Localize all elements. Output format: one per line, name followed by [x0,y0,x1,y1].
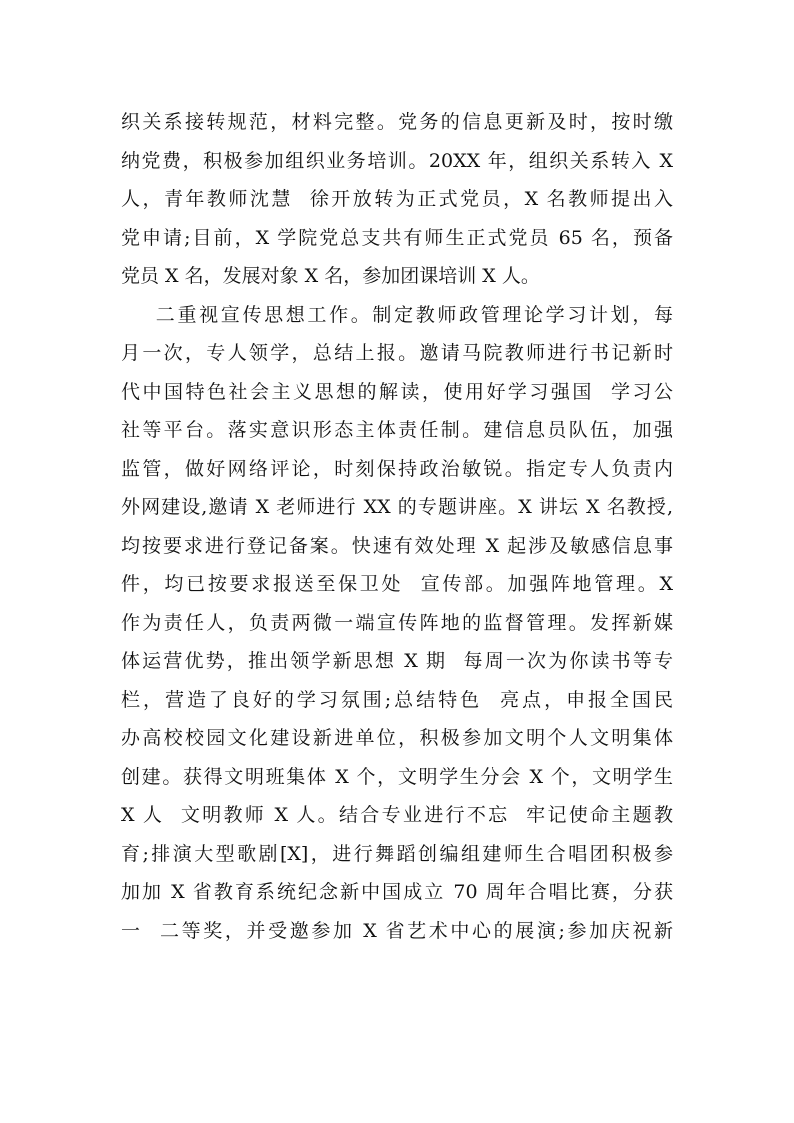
text-line: 监管，做好网络评论，时刻保持政治敏锐。指定专人负责内 [121,457,673,480]
text-line: 栏，营造了良好的学习氛围;总结特色 亮点，申报全国民 [121,688,673,711]
text-line: 体运营优势，推出领学新思想 X 期 每周一次为你读书等专 [121,650,673,672]
paragraph-start-line: 二重视宣传思想工作。制定教师政管理论学习计划，每 [121,303,673,326]
text-line: 办高校校园文化建设新进单位，积极参加文明个人文明集体 [121,727,673,749]
text-line: 人，青年教师沈慧 徐开放转为正式党员，X 名教师提出入 [121,188,673,210]
text-line: 社等平台。落实意识形态主体责任制。建信息员队伍，加强 [121,419,673,441]
text-line: 一 二等奖，并受邀参加 X 省艺术中心的展演;参加庆祝新 [121,919,673,942]
text-line: 织关系接转规范，材料完整。党务的信息更新及时，按时缴 [121,111,673,133]
text-line: 纳党费，积极参加组织业务培训。20XX 年，组织关系转入 X [121,149,673,172]
text-line: 均按要求进行登记备案。快速有效处理 X 起涉及敏感信息事 [121,534,673,557]
text-line: 育;排演大型歌剧[X]，进行舞蹈创编组建师生合唱团积极参 [121,842,673,865]
text-line: 件，均已按要求报送至保卫处 宣传部。加强阵地管理。X [121,573,673,595]
body-text [121,103,673,950]
text-line: 创建。获得文明班集体 X 个，文明学生分会 X 个，文明学生 [121,765,673,788]
text-line: 代中国特色社会主义思想的解读，使用好学习强国 学习公 [121,380,673,403]
text-line: X 人 文明教师 X 人。结合专业进行不忘 牢记使命主题教 [121,804,673,826]
text-line: 作为责任人，负责两微一端宣传阵地的监督管理。发挥新媒 [121,611,673,634]
text-line: 加加 X 省教育系统纪念新中国成立 70 周年合唱比赛，分获 [121,881,673,903]
paragraph-end-line: 党员 X 名，发展对象 X 名，参加团课培训 X 人。 [121,265,540,287]
text-line: 月一次，专人领学，总结上报。邀请马院教师进行书记新时 [121,342,673,364]
text-line: 党申请;目前，X 学院党总支共有师生正式党员 65 名，预备 [121,226,673,249]
text-line: 外网建设,邀请 X 老师进行 XX 的专题讲座。X 讲坛 X 名教授, [121,496,673,518]
